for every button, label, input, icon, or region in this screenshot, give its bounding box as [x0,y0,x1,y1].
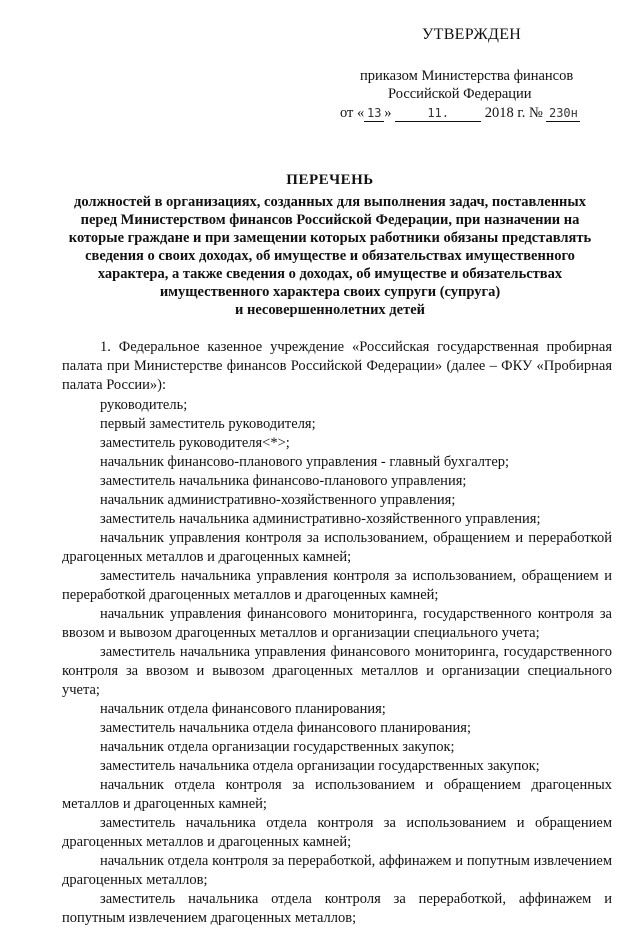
heading-title: ПЕРЕЧЕНЬ [286,172,374,188]
date-mid: » [384,105,392,121]
position-item: начальник отдела контроля за использованием и обращением драгоценных металлов и драгоценных камней; [62,777,612,812]
order-number: 230н [546,106,580,122]
date-year: 2018 г. № [484,105,543,121]
date-prefix: от « [340,105,365,121]
position-item: заместитель начальника отдела финансового планирования; [100,720,471,736]
position-item: заместитель начальника отдела контроля за переработкой, аффинажем и попутным извлечением драгоценных металлов; [62,891,612,926]
position-item: руководитель; [100,397,188,413]
heading-line: перед Министерством финансов Российской Федерации, при назначении на [80,212,580,228]
position-item: начальник отдела организации государственных закупок; [100,739,455,755]
date-month: 11. [395,106,481,122]
heading-line: имущественного характера своих супруги (супруга) [159,284,501,300]
document-heading [50,171,610,319]
position-item: начальник финансово-планового управления - главный бухгалтер; [100,454,510,470]
heading-line: должностей в организациях, созданных для выполнения задач, поставленных [73,194,586,210]
position-item: заместитель начальника административно-хозяйственного управления; [100,511,541,527]
position-item: начальник отдела финансового планирования; [100,701,386,717]
heading-line: характера, а также сведения о доходах, об имуществе и обязательствах [97,266,563,282]
section-lead-paragraph: 1. Федеральное казенное учреждение «Российская государственная пробирная палата при Министерстве финансов Российской Федерации» (далее – ФКУ «Пробирная палата России»): [62,339,612,393]
position-item: начальник административно-хозяйственного управления; [100,492,456,508]
position-item: начальник отдела контроля за переработкой, аффинажем и попутным извлечением драгоценных металлов; [62,853,612,888]
date-day: 13 [364,106,384,122]
position-item: заместитель руководителя<*>; [100,435,290,451]
position-item: первый заместитель руководителя; [100,416,316,432]
approval-org-line: Российской Федерации [388,86,532,102]
position-item: заместитель начальника финансово-планового управления; [100,473,467,489]
position-item: начальник управления контроля за использованием, обращением и переработкой драгоценных металлов и драгоценных камней; [62,530,612,565]
heading-line: которые граждане и при замещении которых работники обязаны представлять [68,230,592,246]
position-item: заместитель начальника отдела контроля за использованием и обращением драгоценных металлов и драгоценных камней; [62,815,612,850]
position-item: заместитель начальника управления финансового мониторинга, государственного контроля за ввозом и вывозом драгоценных металлов и организации специального учета; [62,644,612,698]
document-body [62,338,612,928]
approval-title: УТВЕРЖДЕН [422,26,522,43]
position-item: начальник управления финансового мониторинга, государственного контроля за ввозом и вывозом драгоценных металлов и организации специального учета; [62,606,612,641]
heading-line: сведения о своих доходах, об имуществе и обязательствах имущественного [85,248,575,264]
approval-order-line: приказом Министерства финансов [360,68,574,84]
position-item: заместитель начальника управления контроля за использованием, обращением и переработкой драгоценных металлов и драгоценных камней; [62,568,612,603]
heading-line: и несовершеннолетних детей [234,302,425,318]
position-item: заместитель начальника отдела организации государственных закупок; [100,758,540,774]
approval-date-line [340,105,580,122]
